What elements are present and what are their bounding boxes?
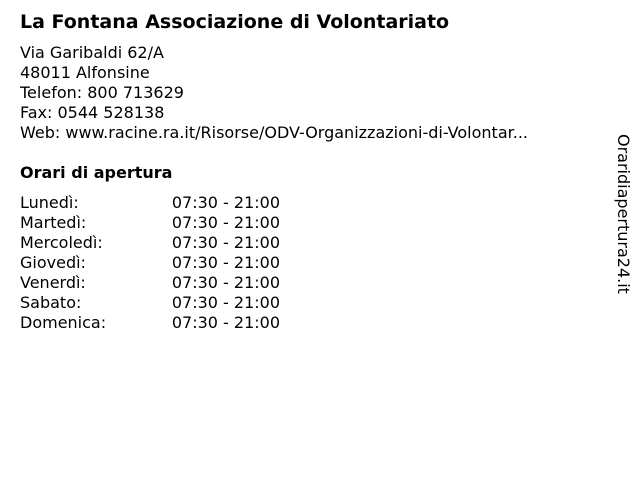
phone-number: Telefon: 800 713629 [20, 83, 184, 102]
hours-row-saturday [20, 293, 280, 313]
time-range: 07:30 - 21:00 [171, 293, 280, 312]
hours-row-friday [20, 273, 280, 293]
time-range: 07:30 - 21:00 [171, 253, 280, 272]
contact-block [20, 43, 528, 143]
opening-hours-heading: Orari di apertura [20, 163, 173, 182]
hours-row-thursday [20, 253, 280, 273]
business-name: La Fontana Associazione di Volontariato [20, 11, 450, 33]
fax-number: Fax: 0544 528138 [20, 103, 165, 122]
hours-row-tuesday [20, 213, 280, 233]
day-label: Sabato: [20, 293, 82, 312]
day-label: Lunedì: [20, 193, 79, 212]
site-brand-text: Oraridiapertura24.it [614, 134, 633, 294]
time-range: 07:30 - 21:00 [171, 213, 280, 232]
day-label: Mercoledì: [20, 233, 103, 252]
time-range: 07:30 - 21:00 [171, 233, 280, 252]
hours-row-monday [20, 193, 280, 213]
opening-hours-table [20, 193, 280, 333]
site-brand-vertical [613, 134, 633, 308]
hours-row-wednesday [20, 233, 280, 253]
address-street: Via Garibaldi 62/A [20, 43, 164, 62]
time-range: 07:30 - 21:00 [171, 313, 280, 332]
day-label: Martedì: [20, 213, 87, 232]
day-label: Venerdì: [20, 273, 86, 292]
day-label: Domenica: [20, 313, 107, 332]
address-city: 48011 Alfonsine [20, 63, 150, 82]
time-range: 07:30 - 21:00 [171, 193, 280, 212]
time-range: 07:30 - 21:00 [171, 273, 280, 292]
website-link[interactable]: Web: www.racine.ra.it/Risorse/ODV-Organizzazioni-di-Volontar... [20, 123, 528, 142]
day-label: Giovedì: [20, 253, 86, 272]
hours-row-sunday [20, 313, 280, 333]
